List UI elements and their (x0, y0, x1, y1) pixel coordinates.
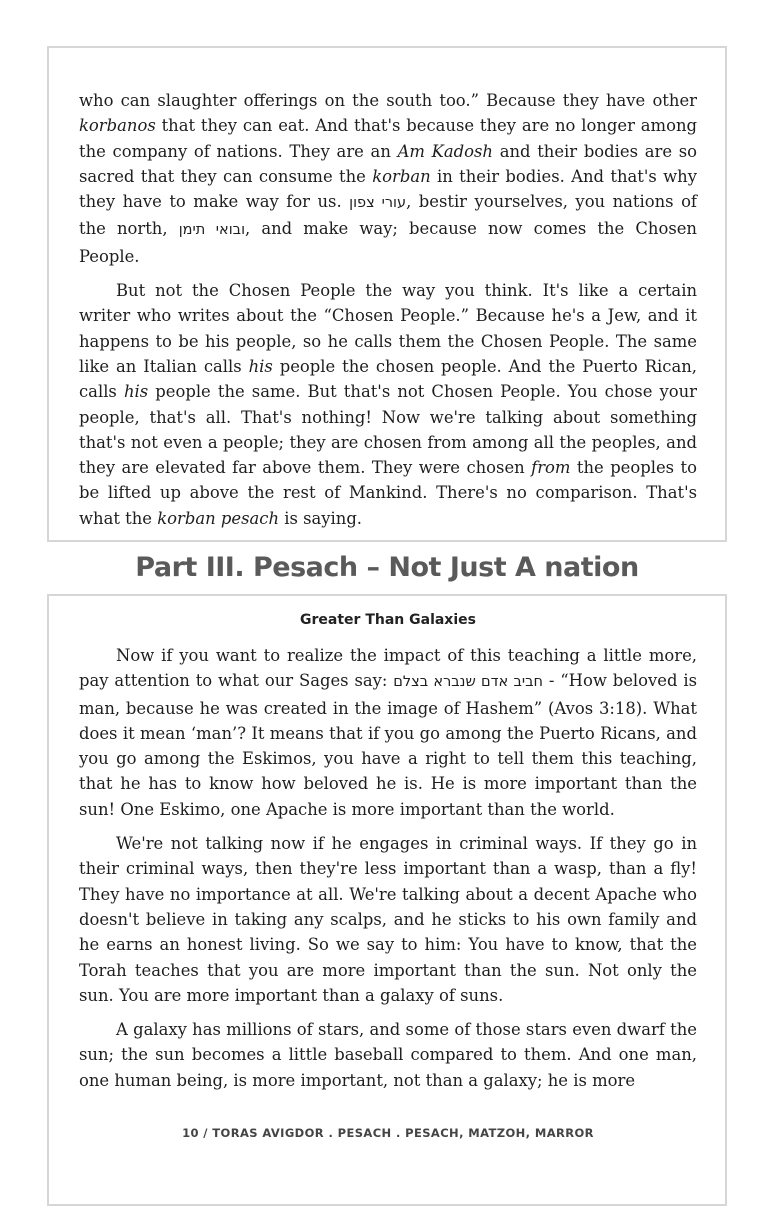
paragraph (79, 1017, 697, 1093)
paragraph (79, 278, 697, 531)
paragraph (79, 88, 697, 269)
text-run: We're not talking now if he engages in criminal ways. If they go in their criminal ways, then they're less important than a wasp, than a fly! They have no importance at all. We're talking about a decent Apache who doesn't believe in taking any scalps, and he sticks to his own family and he earns an honest living. So we say to him: You have to know, that the Torah teaches that you are more important than the sun. Not only the sun. You are more important than a galaxy of suns. (79, 834, 697, 1005)
text-run: people the chosen people. And the Puerto Rican, calls (79, 356, 697, 402)
subsection-heading: Greater Than Galaxies (300, 612, 476, 628)
text-run: that they can eat. And that's because they are no longer among the company of nations. They are an (79, 116, 697, 161)
hebrew-quote: חביב אדם שנברא בצלם (393, 674, 543, 691)
italic-term: from (531, 458, 571, 478)
text-run: A galaxy has millions of stars, and some of those stars even dwarf the sun; the sun becomes a little baseball compared to them. And one man, one human being, is more important, not than a galaxy; he is more (79, 1020, 697, 1090)
text-run: who can slaughter offerings on the south too.” Because they have other (79, 91, 697, 110)
italic-term: korbanos (79, 116, 156, 136)
text-run: the peoples to be lifted up above the rest of Mankind. There's no comparison. That's what the (79, 458, 697, 528)
italic-term: Am Kadosh (397, 141, 493, 161)
paragraph (79, 643, 697, 822)
italic-term: korban (372, 166, 431, 186)
hebrew-quote: עורי צפון (349, 195, 407, 212)
text-run: Now if you want to realize the impact of this teaching a little more, pay attention to what our Sages say: (79, 646, 697, 691)
bottom-text-block (79, 643, 697, 1102)
hebrew-quote: ובואי תימן (178, 222, 246, 239)
text-run: people the same. But that's not Chosen People. You chose your people, that's all. That's nothing! Now we're talking about something that's not even a people; they are chosen from among all the peoples, and they are elevated far above them. They were chosen (79, 382, 698, 478)
text-run: and their bodies are so sacred that they can consume the (79, 141, 697, 186)
text-run: , bestir yourselves, you nations of the north, (79, 192, 698, 239)
italic-term: his (123, 382, 149, 402)
page-footer: 10 / TORAS AVIGDOR . PESACH . PESACH, MATZOH, MARROR (182, 1126, 594, 1140)
text-run: , and make way; because now comes the Chosen People. (79, 219, 697, 266)
section-header-band (47, 540, 727, 596)
section-title: Part III. Pesach – Not Just A nation (135, 552, 639, 583)
paragraph (79, 831, 697, 1008)
italic-term: korban pesach (157, 508, 279, 528)
top-text-block (79, 88, 697, 540)
text-run: - “How beloved is man, because he was created in the image of Hashem” (Avos 3:18). What does it mean ‘man’? It means that if you go among the Puerto Ricans, and you go among the Eskimos, you have a right to tell them this teaching, that he has to know how beloved he is. He is more important than the sun! One Eskimo, one Apache is more important than the world. (79, 671, 697, 819)
text-run: is saying. (279, 508, 363, 528)
italic-term: his (248, 356, 273, 376)
text-run: in their bodies. And that's why they have to make way for us. (79, 166, 697, 212)
text-run: But not the Chosen People the way you think. It's like a certain writer who writes about the “Chosen People.” Because he's a Jew, and it happens to be his people, so he calls them the Chosen People. The same like an Italian calls (79, 281, 697, 376)
